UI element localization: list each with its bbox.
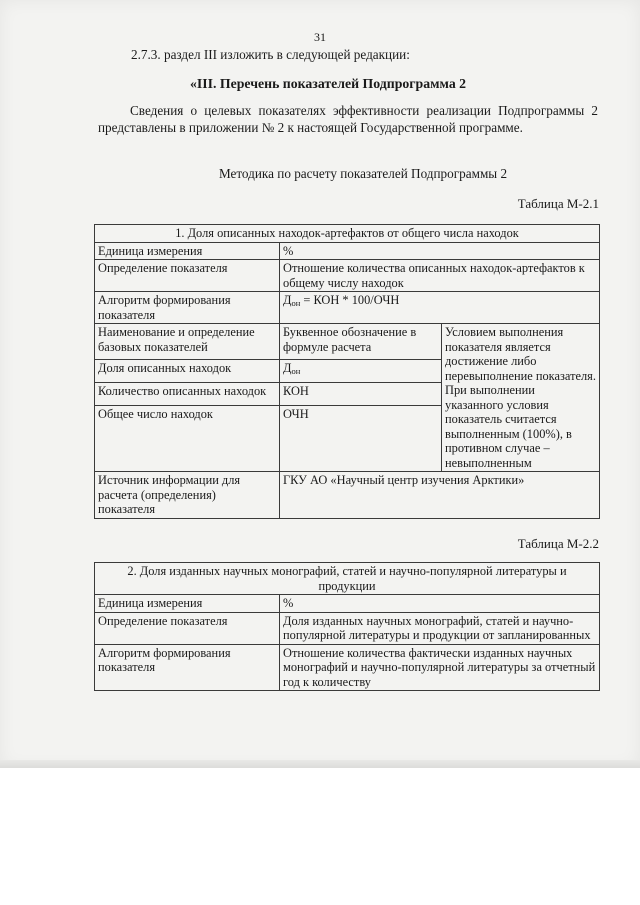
base-row-symbol: $Д_{он}$ xyxy=(280,359,442,382)
amendment-instruction: 2.7.3. раздел III изложить в следующей редакции: xyxy=(131,47,410,62)
formula-rest: = КОН * 100/ОЧН xyxy=(300,293,400,307)
base-row-symbol: КОН xyxy=(280,382,442,405)
base-row-name: Количество описанных находок xyxy=(95,382,280,405)
table-label-m22: Таблица М-2.2 xyxy=(517,536,599,551)
unit-label: Единица измерения xyxy=(95,242,280,260)
section-heading: «III. Перечень показателей Подпрограмма 2 xyxy=(190,76,467,91)
formula-main: Д xyxy=(283,293,292,307)
definition-label: Определение показателя xyxy=(95,612,280,644)
intro-paragraph: Сведения о целевых показателях эффективности реализации Подпрограммы 2 представлены в приложении № 2 к настоящей Государственной программе. xyxy=(98,103,598,135)
algorithm-label: Алгоритм формирования показателя xyxy=(95,644,280,691)
unit-label: Единица измерения xyxy=(95,595,280,613)
base-indicators-label: Наименование и определение базовых показателей xyxy=(95,324,280,360)
symbol-header: Буквенное обозначение в формуле расчета xyxy=(280,324,442,360)
methodology-title: Методика по расчету показателей Подпрограммы 2 xyxy=(218,166,508,181)
source-label: Источник информации для расчета (определения) показателя xyxy=(95,472,280,519)
table-title: 1. Доля описанных находок-артефактов от общего числа находок xyxy=(95,225,600,243)
table-m21 xyxy=(94,224,600,519)
algorithm-label: Алгоритм формирования показателя xyxy=(95,292,280,324)
source-value: ГКУ АО «Научный центр изучения Арктики» xyxy=(280,472,600,519)
formula-sub: он xyxy=(291,298,301,308)
page-number: 31 xyxy=(314,30,326,44)
formula xyxy=(280,292,600,324)
definition-label: Определение показателя xyxy=(95,260,280,292)
unit-value: % xyxy=(280,595,600,613)
base-row-symbol: ОЧН xyxy=(280,406,442,472)
table-title: 2. Доля изданных научных монографий, статей и научно-популярной литературы и продукции xyxy=(95,563,600,595)
table-label-m21: Таблица М-2.1 xyxy=(517,196,599,211)
base-row-name: Доля описанных находок xyxy=(95,359,280,382)
unit-value: % xyxy=(280,242,600,260)
base-row-name: Общее число находок xyxy=(95,406,280,472)
condition-text: Условием выполнения показателя является достижение либо перевыполнение показателя. При выполнении указанного условия показатель считается выполненным (100%), в противном случае – невыполненным xyxy=(442,324,600,472)
algorithm-value: Отношение количества фактически изданных научных монографий и научно-популярной литературы за отчетный год к количеству xyxy=(280,644,600,691)
definition-value: Доля изданных научных монографий, статей и научно-популярной литературы и продукции от запланированных xyxy=(280,612,600,644)
definition-value: Отношение количества описанных находок-артефактов к общему числу находок xyxy=(280,260,600,292)
table-m22 xyxy=(94,562,600,691)
